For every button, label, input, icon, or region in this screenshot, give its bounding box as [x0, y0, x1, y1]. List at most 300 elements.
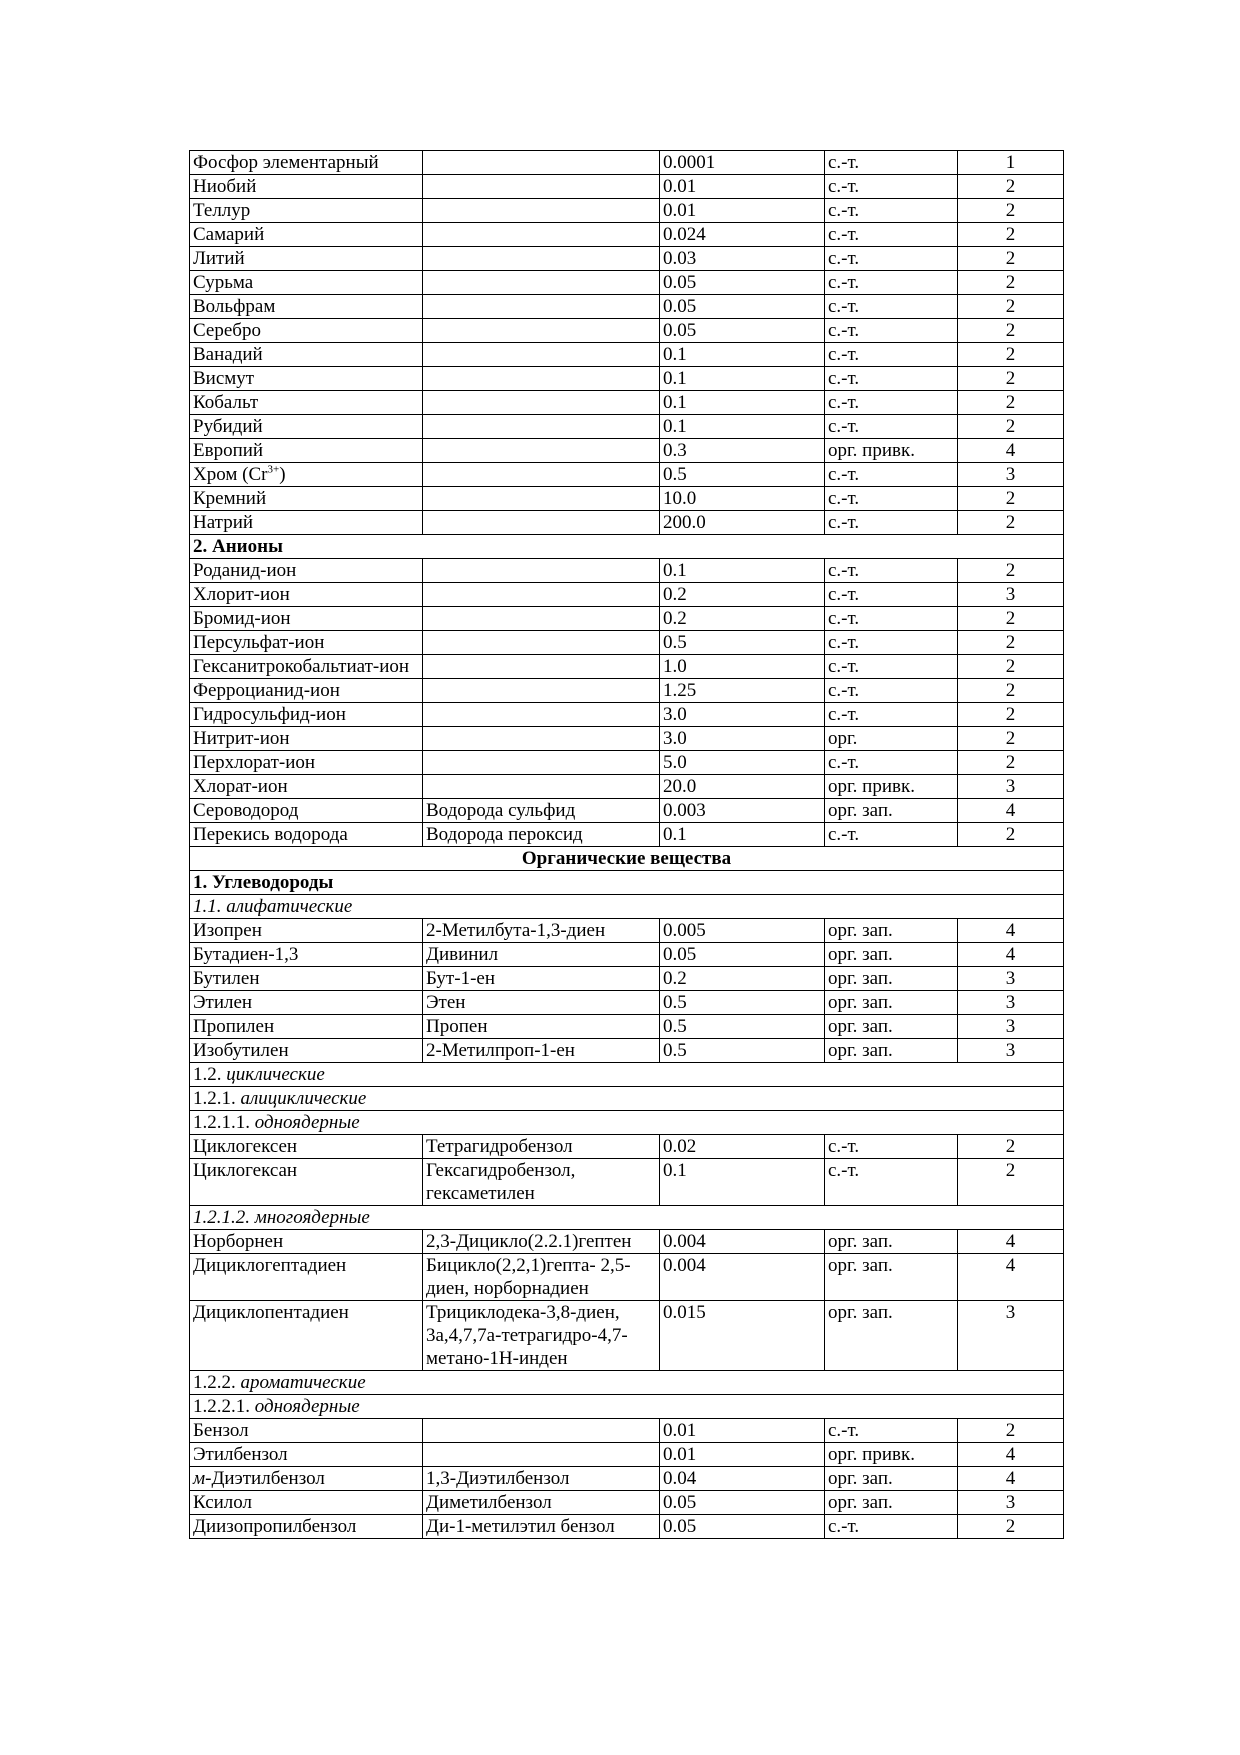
- substance-synonym: [423, 1443, 660, 1467]
- substance-name: [190, 967, 423, 991]
- table-row: [190, 991, 1064, 1015]
- substance-name: [190, 943, 423, 967]
- substance-name: [190, 775, 423, 799]
- substance-synonym: 2,3-Дицикло(2.2.1)гептен: [423, 1230, 660, 1254]
- substance-name: [190, 1491, 423, 1515]
- hazard-indicator: с.-т.: [825, 247, 958, 271]
- section-title-text: 1.2.1.1.: [193, 1112, 255, 1133]
- limit-value: 0.015: [660, 1301, 825, 1371]
- hazard-class: 2: [958, 295, 1064, 319]
- substance-name-text: Бензол: [193, 1420, 249, 1441]
- substance-name-text: Ксилол: [193, 1492, 253, 1513]
- table-row: [190, 1230, 1064, 1254]
- hazard-class: 3: [958, 967, 1064, 991]
- table-row: [190, 271, 1064, 295]
- hazard-indicator: орг. привк.: [825, 439, 958, 463]
- table-row: [190, 967, 1064, 991]
- substance-name: [190, 751, 423, 775]
- substance-name-text: Теллур: [193, 200, 251, 221]
- section-title: [190, 1395, 1064, 1419]
- substance-name-text: Хлорит-ион: [193, 584, 290, 605]
- section-title-text: 1.2.2.1.: [193, 1396, 255, 1417]
- section-row: [190, 1206, 1064, 1230]
- hazard-indicator: орг. зап.: [825, 1039, 958, 1063]
- substance-synonym: Дивинил: [423, 943, 660, 967]
- hazard-indicator: с.-т.: [825, 223, 958, 247]
- hazard-indicator: с.-т.: [825, 631, 958, 655]
- limit-value: 0.1: [660, 1159, 825, 1206]
- hazard-class: 2: [958, 1515, 1064, 1539]
- hazard-class: 2: [958, 247, 1064, 271]
- section-row: [190, 1395, 1064, 1419]
- substance-synonym: [423, 607, 660, 631]
- limit-value: 0.1: [660, 367, 825, 391]
- limit-value: 0.005: [660, 919, 825, 943]
- table-row: [190, 1159, 1064, 1206]
- limit-value: 0.05: [660, 295, 825, 319]
- hazard-class: 4: [958, 943, 1064, 967]
- table-row: [190, 1015, 1064, 1039]
- substance-name: [190, 703, 423, 727]
- substance-name-text: Гексанитрокобальтиат-ион: [193, 656, 410, 677]
- table-row: [190, 1467, 1064, 1491]
- substance-name: [190, 199, 423, 223]
- table-row: [190, 415, 1064, 439]
- substance-name-text: -Диэтилбензол: [205, 1468, 325, 1489]
- hazard-class: 2: [958, 751, 1064, 775]
- hazard-class: 2: [958, 487, 1064, 511]
- table-row: [190, 751, 1064, 775]
- substance-synonym: [423, 487, 660, 511]
- section-title-text: 1.2.: [193, 1064, 227, 1085]
- limit-value: 0.003: [660, 799, 825, 823]
- hazard-indicator: с.-т.: [825, 175, 958, 199]
- substance-synonym: Ди-1-метилэтил бензол: [423, 1515, 660, 1539]
- substance-name: [190, 1135, 423, 1159]
- hazard-class: 2: [958, 319, 1064, 343]
- substance-name: [190, 1467, 423, 1491]
- substance-name-text: Этилен: [193, 992, 253, 1013]
- section-row: [190, 895, 1064, 919]
- hazard-indicator: орг. привк.: [825, 775, 958, 799]
- substance-name: [190, 679, 423, 703]
- hazard-indicator: орг. зап.: [825, 943, 958, 967]
- substance-name: [190, 367, 423, 391]
- substance-name: [190, 919, 423, 943]
- substance-name-text: Перхлорат-ион: [193, 752, 316, 773]
- hazard-indicator: с.-т.: [825, 151, 958, 175]
- hazard-class: 1: [958, 151, 1064, 175]
- hazard-class: 3: [958, 1015, 1064, 1039]
- substance-synonym: Трициклодека-3,8-диен, 3а,4,7,7а-тетрагидро-4,7-метано-1Н-инден: [423, 1301, 660, 1371]
- substance-name-text: Натрий: [193, 512, 254, 533]
- substance-synonym: Водорода сульфид: [423, 799, 660, 823]
- hazard-indicator: орг. привк.: [825, 1443, 958, 1467]
- section-title: [190, 1371, 1064, 1395]
- substance-synonym: [423, 415, 660, 439]
- limit-value: 0.01: [660, 199, 825, 223]
- table-row: [190, 799, 1064, 823]
- hazard-class: 3: [958, 1301, 1064, 1371]
- hazard-indicator: с.-т.: [825, 391, 958, 415]
- substance-synonym: [423, 463, 660, 487]
- limit-value: 0.024: [660, 223, 825, 247]
- section-row: [190, 1063, 1064, 1087]
- hazard-class: 2: [958, 343, 1064, 367]
- table-row: [190, 1515, 1064, 1539]
- substance-name-text: Самарий: [193, 224, 265, 245]
- hazard-indicator: с.-т.: [825, 823, 958, 847]
- hazard-indicator: орг. зап.: [825, 1301, 958, 1371]
- substance-name: [190, 727, 423, 751]
- substance-name-text: Серебро: [193, 320, 261, 341]
- substance-name-text: Пропилен: [193, 1016, 275, 1037]
- section-title-text: 1.2.1.2. многоядерные: [193, 1207, 370, 1228]
- hazard-indicator: с.-т.: [825, 679, 958, 703]
- limit-value: 0.05: [660, 1491, 825, 1515]
- substance-name: [190, 799, 423, 823]
- hazard-class: 3: [958, 583, 1064, 607]
- hazard-class: 2: [958, 271, 1064, 295]
- hazard-class: 2: [958, 703, 1064, 727]
- substance-name: [190, 1015, 423, 1039]
- hazard-indicator: с.-т.: [825, 415, 958, 439]
- limit-value: 0.5: [660, 991, 825, 1015]
- substance-name-superscript: 3+: [267, 463, 280, 476]
- limit-value: 0.5: [660, 463, 825, 487]
- substance-name-text: Персульфат-ион: [193, 632, 325, 653]
- substance-name: [190, 1301, 423, 1371]
- table-row: [190, 439, 1064, 463]
- substance-synonym: 1,3-Диэтилбензол: [423, 1467, 660, 1491]
- hazard-indicator: с.-т.: [825, 511, 958, 535]
- substance-name: [190, 175, 423, 199]
- hazard-indicator: орг. зап.: [825, 1254, 958, 1301]
- substance-synonym: [423, 295, 660, 319]
- substance-name: [190, 223, 423, 247]
- table-row: [190, 775, 1064, 799]
- section-title: [190, 1063, 1064, 1087]
- substance-name-text: Изобутилен: [193, 1040, 289, 1061]
- substance-name-text: Хлорат-ион: [193, 776, 288, 797]
- limit-value: 0.01: [660, 175, 825, 199]
- hazard-class: 4: [958, 919, 1064, 943]
- substance-name-text: Перекись водорода: [193, 824, 348, 845]
- limit-value: 0.05: [660, 943, 825, 967]
- substance-synonym: Бут-1-ен: [423, 967, 660, 991]
- table-row: [190, 343, 1064, 367]
- hazard-indicator: орг. зап.: [825, 967, 958, 991]
- table-row: [190, 631, 1064, 655]
- substance-synonym: Этен: [423, 991, 660, 1015]
- substance-name-text: Сероводород: [193, 800, 299, 821]
- substance-name-text: Бутилен: [193, 968, 260, 989]
- substance-name: [190, 391, 423, 415]
- substance-synonym: [423, 151, 660, 175]
- section-title-italic: одноядерные: [254, 1112, 360, 1133]
- substance-name-text: Европий: [193, 440, 264, 461]
- substance-name-text: Рубидий: [193, 416, 263, 437]
- table-row: [190, 247, 1064, 271]
- substance-name: [190, 991, 423, 1015]
- table-row: [190, 511, 1064, 535]
- substance-name-text: Литий: [193, 248, 245, 269]
- hazard-indicator: с.-т.: [825, 343, 958, 367]
- table-row: [190, 199, 1064, 223]
- substance-name: [190, 487, 423, 511]
- limit-value: 0.2: [660, 607, 825, 631]
- section-title-text: 1.1. алифатические: [193, 896, 353, 917]
- hazard-class: 2: [958, 391, 1064, 415]
- table-row: [190, 679, 1064, 703]
- hazard-class: 4: [958, 799, 1064, 823]
- hazard-indicator: с.-т.: [825, 751, 958, 775]
- table-row: [190, 607, 1064, 631]
- section-row: [190, 871, 1064, 895]
- substance-name-text: Кремний: [193, 488, 267, 509]
- hazard-indicator: с.-т.: [825, 607, 958, 631]
- section-title-text: 1. Углеводороды: [193, 872, 334, 893]
- hazard-indicator: с.-т.: [825, 367, 958, 391]
- hazard-class: 2: [958, 511, 1064, 535]
- hazard-class: 4: [958, 1254, 1064, 1301]
- limit-value: 0.5: [660, 1015, 825, 1039]
- substance-name-text: Циклогексен: [193, 1136, 298, 1157]
- hazard-indicator: с.-т.: [825, 1159, 958, 1206]
- limit-value: 0.01: [660, 1419, 825, 1443]
- hazard-indicator: с.-т.: [825, 1419, 958, 1443]
- hazard-class: 2: [958, 1419, 1064, 1443]
- substance-name: [190, 655, 423, 679]
- hazard-indicator: с.-т.: [825, 487, 958, 511]
- table-row: [190, 1443, 1064, 1467]
- section-row: [190, 1111, 1064, 1135]
- table-row: [190, 319, 1064, 343]
- hazard-class: 2: [958, 727, 1064, 751]
- hazard-indicator: с.-т.: [825, 271, 958, 295]
- substance-synonym: [423, 703, 660, 727]
- limit-value: 0.04: [660, 1467, 825, 1491]
- section-title-text: Органические вещества: [521, 848, 732, 869]
- hazard-indicator: с.-т.: [825, 295, 958, 319]
- hazard-class: 2: [958, 631, 1064, 655]
- hazard-indicator: с.-т.: [825, 463, 958, 487]
- table-row: [190, 919, 1064, 943]
- section-title: [190, 1111, 1064, 1135]
- table-row: [190, 1419, 1064, 1443]
- hazard-indicator: с.-т.: [825, 655, 958, 679]
- section-title-italic: циклические: [226, 1064, 325, 1085]
- substance-synonym: [423, 1419, 660, 1443]
- substance-name: [190, 247, 423, 271]
- substance-synonym: [423, 751, 660, 775]
- table-row: [190, 487, 1064, 511]
- table-row: [190, 1254, 1064, 1301]
- hazard-class: 3: [958, 1039, 1064, 1063]
- hazard-class: 2: [958, 1159, 1064, 1206]
- substance-name-text: Бутадиен-1,3: [193, 944, 299, 965]
- limit-value: 10.0: [660, 487, 825, 511]
- hazard-indicator: орг. зап.: [825, 1467, 958, 1491]
- section-title: [190, 1087, 1064, 1111]
- substance-synonym: Гексагидробензол, гексаметилен: [423, 1159, 660, 1206]
- hazard-class: 2: [958, 199, 1064, 223]
- substance-synonym: Бицикло(2,2,1)гепта- 2,5-диен, норборнадиен: [423, 1254, 660, 1301]
- substance-synonym: [423, 319, 660, 343]
- limit-value: 0.1: [660, 343, 825, 367]
- table-row: [190, 1039, 1064, 1063]
- hazard-class: 2: [958, 559, 1064, 583]
- substance-name: [190, 631, 423, 655]
- table-row: [190, 943, 1064, 967]
- substance-name-text: Кобальт: [193, 392, 259, 413]
- limit-value: 0.3: [660, 439, 825, 463]
- table-row: [190, 391, 1064, 415]
- section-title-italic: ароматические: [240, 1372, 366, 1393]
- substance-synonym: [423, 175, 660, 199]
- substance-name: [190, 1515, 423, 1539]
- substance-name: [190, 583, 423, 607]
- hazard-class: 3: [958, 1491, 1064, 1515]
- substance-name: [190, 151, 423, 175]
- substance-synonym: 2-Метилбута-1,3-диен: [423, 919, 660, 943]
- table-row: [190, 1491, 1064, 1515]
- substance-name-text: Сурьма: [193, 272, 254, 293]
- substance-name-text: Ферроцианид-ион: [193, 680, 340, 701]
- limit-value: 0.2: [660, 967, 825, 991]
- limit-value: 0.1: [660, 415, 825, 439]
- substance-name: [190, 271, 423, 295]
- limit-value: 0.004: [660, 1230, 825, 1254]
- substance-synonym: [423, 199, 660, 223]
- limit-value: 3.0: [660, 727, 825, 751]
- table-row: [190, 1135, 1064, 1159]
- hazard-indicator: орг. зап.: [825, 799, 958, 823]
- hazard-class: 4: [958, 1230, 1064, 1254]
- limit-value: 0.004: [660, 1254, 825, 1301]
- limit-value: 0.5: [660, 631, 825, 655]
- substance-synonym: [423, 727, 660, 751]
- table-row: [190, 295, 1064, 319]
- hazard-class: 2: [958, 367, 1064, 391]
- hazard-indicator: с.-т.: [825, 583, 958, 607]
- substance-name-text: Дициклопентадиен: [193, 1302, 349, 1323]
- limit-value: 1.0: [660, 655, 825, 679]
- hazard-class: 2: [958, 655, 1064, 679]
- substance-synonym: [423, 511, 660, 535]
- hazard-class: 2: [958, 223, 1064, 247]
- limit-value: 0.1: [660, 823, 825, 847]
- substance-synonym: Пропен: [423, 1015, 660, 1039]
- hazard-indicator: орг. зап.: [825, 1230, 958, 1254]
- hazard-class: 2: [958, 1135, 1064, 1159]
- hazard-indicator: с.-т.: [825, 1135, 958, 1159]
- hazard-class: 2: [958, 679, 1064, 703]
- limit-value: 0.5: [660, 1039, 825, 1063]
- substance-synonym: [423, 247, 660, 271]
- table-row: [190, 559, 1064, 583]
- substance-synonym: [423, 583, 660, 607]
- limit-value: 0.01: [660, 1443, 825, 1467]
- hazard-class: 3: [958, 991, 1064, 1015]
- hazard-class: 2: [958, 415, 1064, 439]
- substance-name-text: Бромид-ион: [193, 608, 291, 629]
- substance-name-suffix: ): [279, 464, 286, 485]
- section-title: [190, 847, 1064, 871]
- substance-name-text: Гидросульфид-ион: [193, 704, 346, 725]
- substance-synonym: [423, 271, 660, 295]
- hazard-indicator: орг. зап.: [825, 919, 958, 943]
- substance-name-text: Диизопропилбензол: [193, 1516, 357, 1537]
- substance-synonym: [423, 775, 660, 799]
- table-row: [190, 463, 1064, 487]
- hazard-class: 3: [958, 463, 1064, 487]
- substance-name: [190, 1159, 423, 1206]
- limit-value: 0.05: [660, 1515, 825, 1539]
- section-row: [190, 1087, 1064, 1111]
- limit-value: 0.1: [660, 559, 825, 583]
- limit-value: 0.05: [660, 319, 825, 343]
- section-title-italic: одноядерные: [254, 1396, 360, 1417]
- substance-name: [190, 559, 423, 583]
- substance-name-text: Дициклогептадиен: [193, 1255, 347, 1276]
- hazard-indicator: орг. зап.: [825, 1015, 958, 1039]
- hazard-indicator: с.-т.: [825, 559, 958, 583]
- substance-name-text: Этилбензол: [193, 1444, 288, 1465]
- table-row: [190, 655, 1064, 679]
- substance-synonym: [423, 343, 660, 367]
- substance-name-text: Ниобий: [193, 176, 257, 197]
- table-row: [190, 583, 1064, 607]
- substance-synonym: Водорода пероксид: [423, 823, 660, 847]
- section-title: [190, 895, 1064, 919]
- substance-name-text: Висмут: [193, 368, 255, 389]
- substance-synonym: [423, 391, 660, 415]
- substance-name-text: Циклогексан: [193, 1160, 298, 1181]
- substance-name-text: Вольфрам: [193, 296, 276, 317]
- substance-name: [190, 607, 423, 631]
- section-row: [190, 847, 1064, 871]
- substance-synonym: [423, 223, 660, 247]
- section-row: [190, 535, 1064, 559]
- substance-synonym: Тетрагидробензол: [423, 1135, 660, 1159]
- substance-synonym: [423, 655, 660, 679]
- substance-synonym: [423, 439, 660, 463]
- limit-value: 0.02: [660, 1135, 825, 1159]
- table-row: [190, 223, 1064, 247]
- substance-synonym: Диметилбензол: [423, 1491, 660, 1515]
- section-title: [190, 1206, 1064, 1230]
- hazard-class: 2: [958, 823, 1064, 847]
- hazard-indicator: с.-т.: [825, 319, 958, 343]
- substance-name: [190, 1230, 423, 1254]
- substance-name: [190, 823, 423, 847]
- hazard-indicator: с.-т.: [825, 703, 958, 727]
- substance-name: [190, 1443, 423, 1467]
- table-row: [190, 175, 1064, 199]
- table-row: [190, 703, 1064, 727]
- section-title-text: 1.2.1.: [193, 1088, 241, 1109]
- hazard-class: 2: [958, 175, 1064, 199]
- substance-synonym: [423, 559, 660, 583]
- hazard-indicator: орг. зап.: [825, 1491, 958, 1515]
- substance-name: [190, 511, 423, 535]
- substance-name: [190, 1254, 423, 1301]
- section-title-text: 1.2.2.: [193, 1372, 241, 1393]
- section-row: [190, 1371, 1064, 1395]
- limit-value: 200.0: [660, 511, 825, 535]
- substance-name-text: Фосфор элементарный: [193, 152, 379, 173]
